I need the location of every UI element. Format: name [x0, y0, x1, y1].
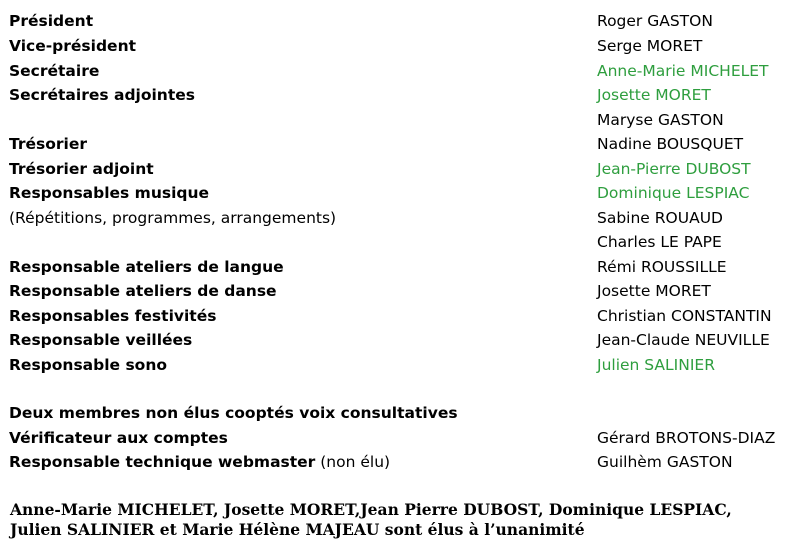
board-row [0, 328, 811, 352]
member-name: Josette MORET [597, 282, 711, 300]
role-label: Trésorier adjoint [9, 160, 154, 178]
role-label: Responsables festivités [9, 307, 217, 325]
board-row [0, 450, 811, 474]
member-name: Maryse GASTON [597, 111, 724, 129]
election-note [10, 500, 800, 540]
board-row [0, 34, 811, 58]
role-label: Vérificateur aux comptes [9, 429, 228, 447]
member-name: Serge MORET [597, 37, 703, 55]
election-note-line: Anne-Marie MICHELET, Josette MORET,Jean Pierre DUBOST, Dominique LESPIAC, [10, 500, 732, 519]
member-name: Jean-Claude NEUVILLE [597, 331, 770, 349]
board-row [0, 181, 811, 205]
member-name: Roger GASTON [597, 12, 713, 30]
member-name: Guilhèm GASTON [597, 453, 733, 471]
member-name: Nadine BOUSQUET [597, 135, 744, 153]
role-label: Secrétaire [9, 62, 100, 80]
board-row [0, 132, 811, 156]
member-name: Christian CONSTANTIN [597, 307, 772, 325]
member-name: Julien SALINIER [597, 356, 715, 374]
member-name: Dominique LESPIAC [597, 184, 750, 202]
role-label: Président [9, 12, 94, 30]
member-name: Rémi ROUSSILLE [597, 258, 727, 276]
role-label: Responsable veillées [9, 331, 193, 349]
role-label: Deux membres non élus cooptés voix consultatives [9, 404, 458, 422]
board-row [0, 255, 811, 279]
member-name: Anne-Marie MICHELET [597, 62, 769, 80]
member-name: Gérard BROTONS-DIAZ [597, 429, 776, 447]
role-label: Responsables musique [9, 184, 210, 202]
role-label: Secrétaires adjointes [9, 86, 195, 104]
board-row [0, 83, 811, 107]
role-label: Trésorier [9, 135, 88, 153]
board-row [0, 157, 811, 181]
election-note-line: Julien SALINIER et Marie Hélène MAJEAU sont élus à l’unanimité [10, 520, 585, 539]
board-row [0, 279, 811, 303]
role-suffix: (non élu) [315, 453, 391, 471]
board-row [0, 59, 811, 83]
board-row [0, 401, 811, 425]
role-label: Responsable ateliers de langue [9, 258, 284, 276]
board-row [0, 426, 811, 450]
member-name: Josette MORET [597, 86, 711, 104]
board-row [0, 206, 811, 230]
role-label: Responsable ateliers de danse [9, 282, 277, 300]
member-name: Sabine ROUAUD [597, 209, 723, 227]
role-label: Responsable sono [9, 356, 168, 374]
board-row [0, 9, 811, 33]
member-name: Charles LE PAPE [597, 233, 722, 251]
role-label: Vice-président [9, 37, 137, 55]
member-name: Jean-Pierre DUBOST [597, 160, 751, 178]
role-label: (Répétitions, programmes, arrangements) [9, 209, 337, 227]
board-row [0, 108, 811, 132]
board-row [0, 353, 811, 377]
board-row [0, 304, 811, 328]
board-row [0, 230, 811, 254]
role-label: Responsable technique webmaster (non élu) [9, 453, 391, 471]
